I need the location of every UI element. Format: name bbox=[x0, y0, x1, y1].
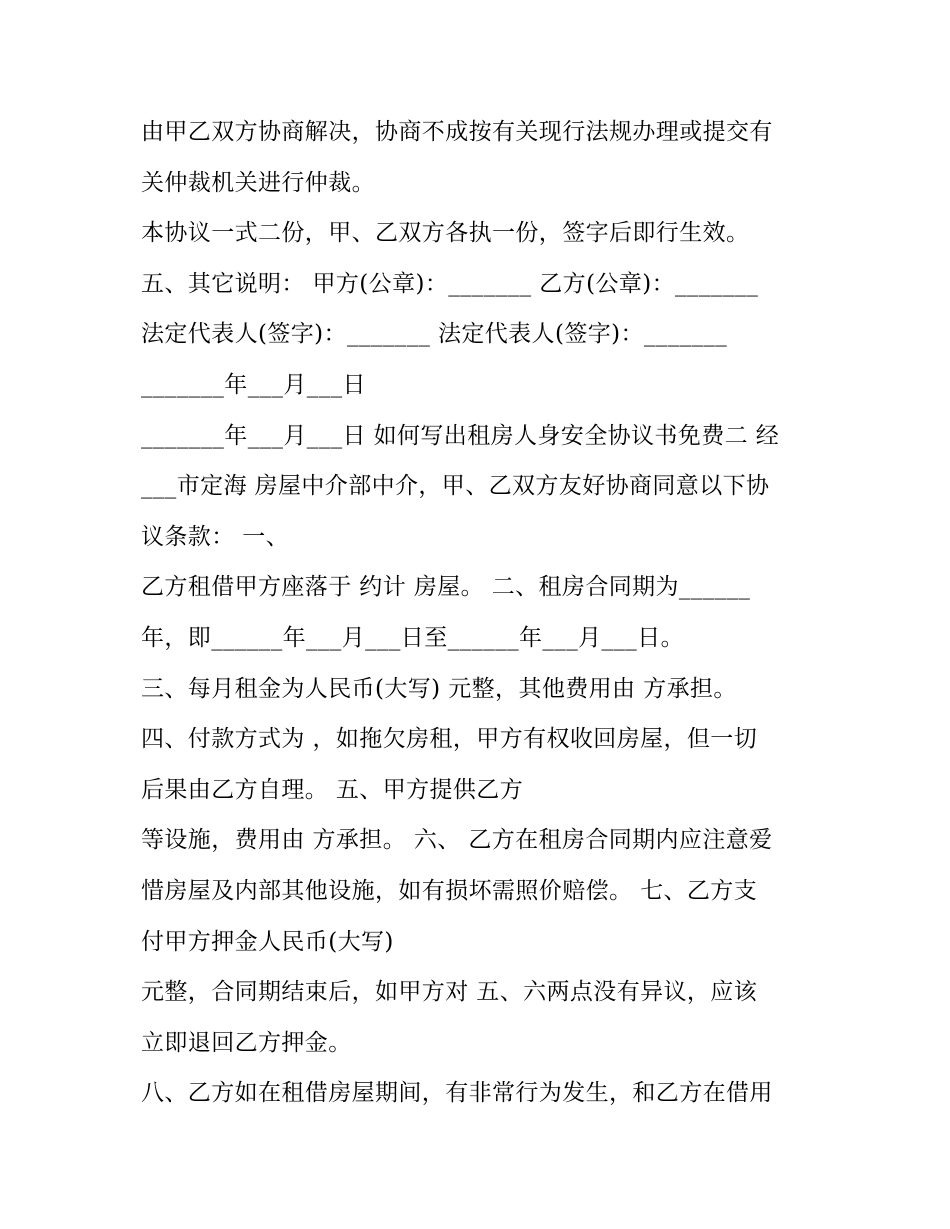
text-line: 由甲乙双方协商解决，协商不成按有关现行法规办理或提交有 bbox=[141, 119, 773, 145]
text-line: 法定代表人(签字)：_______ 法定代表人(签字)：_______ bbox=[141, 321, 728, 348]
text-line: _______年___月___日 bbox=[141, 371, 366, 398]
document-body bbox=[141, 107, 841, 1119]
text-line: 五、其它说明： 甲方(公章)：_______ 乙方(公章)：_______ bbox=[141, 270, 759, 297]
text-line: 三、每月租金为人民币(大写) 元整，其他费用由 方承担。 bbox=[141, 675, 737, 702]
text-line: 八、乙方如在租借房屋期间，有非常行为发生，和乙方在借用 bbox=[141, 1080, 773, 1107]
text-line: 等设施，费用由 方承担。 六、 乙方在租房合同期内应注意爱 bbox=[141, 827, 773, 854]
text-line: 议条款： 一、 bbox=[141, 523, 290, 550]
text-line: 付甲方押金人民币(大写) bbox=[141, 928, 394, 955]
text-line: 本协议一式二份，甲、乙双方各执一份，签字后即行生效。 bbox=[141, 220, 750, 247]
text-line: ___市定海 房屋中介部中介，甲、乙双方友好协商同意以下协 bbox=[141, 473, 770, 500]
text-line: 关仲裁机关进行仲裁。 bbox=[141, 169, 375, 196]
text-line: 立即退回乙方押金。 bbox=[141, 1029, 352, 1056]
text-line: 年，即______年___月___日至______年___月___日。 bbox=[141, 624, 684, 651]
text-line: 四、付款方式为 ，如拖欠房租，甲方有权收回房屋，但一切 bbox=[141, 726, 758, 753]
text-line: _______年___月___日 如何写出租房人身安全协议书免费二 经 bbox=[141, 422, 780, 449]
text-line: 惜房屋及内部其他设施，如有损坏需照价赔偿。 七、乙方支 bbox=[141, 877, 758, 904]
text-line: 元整，合同期结束后，如甲方对 五、六两点没有异议，应该 bbox=[141, 979, 758, 1006]
text-line: 乙方租借甲方座落于 约计 房屋。 二、租房合同期为______ bbox=[141, 574, 751, 601]
text-line: 后果由乙方自理。 五、甲方提供乙方 bbox=[141, 776, 524, 803]
